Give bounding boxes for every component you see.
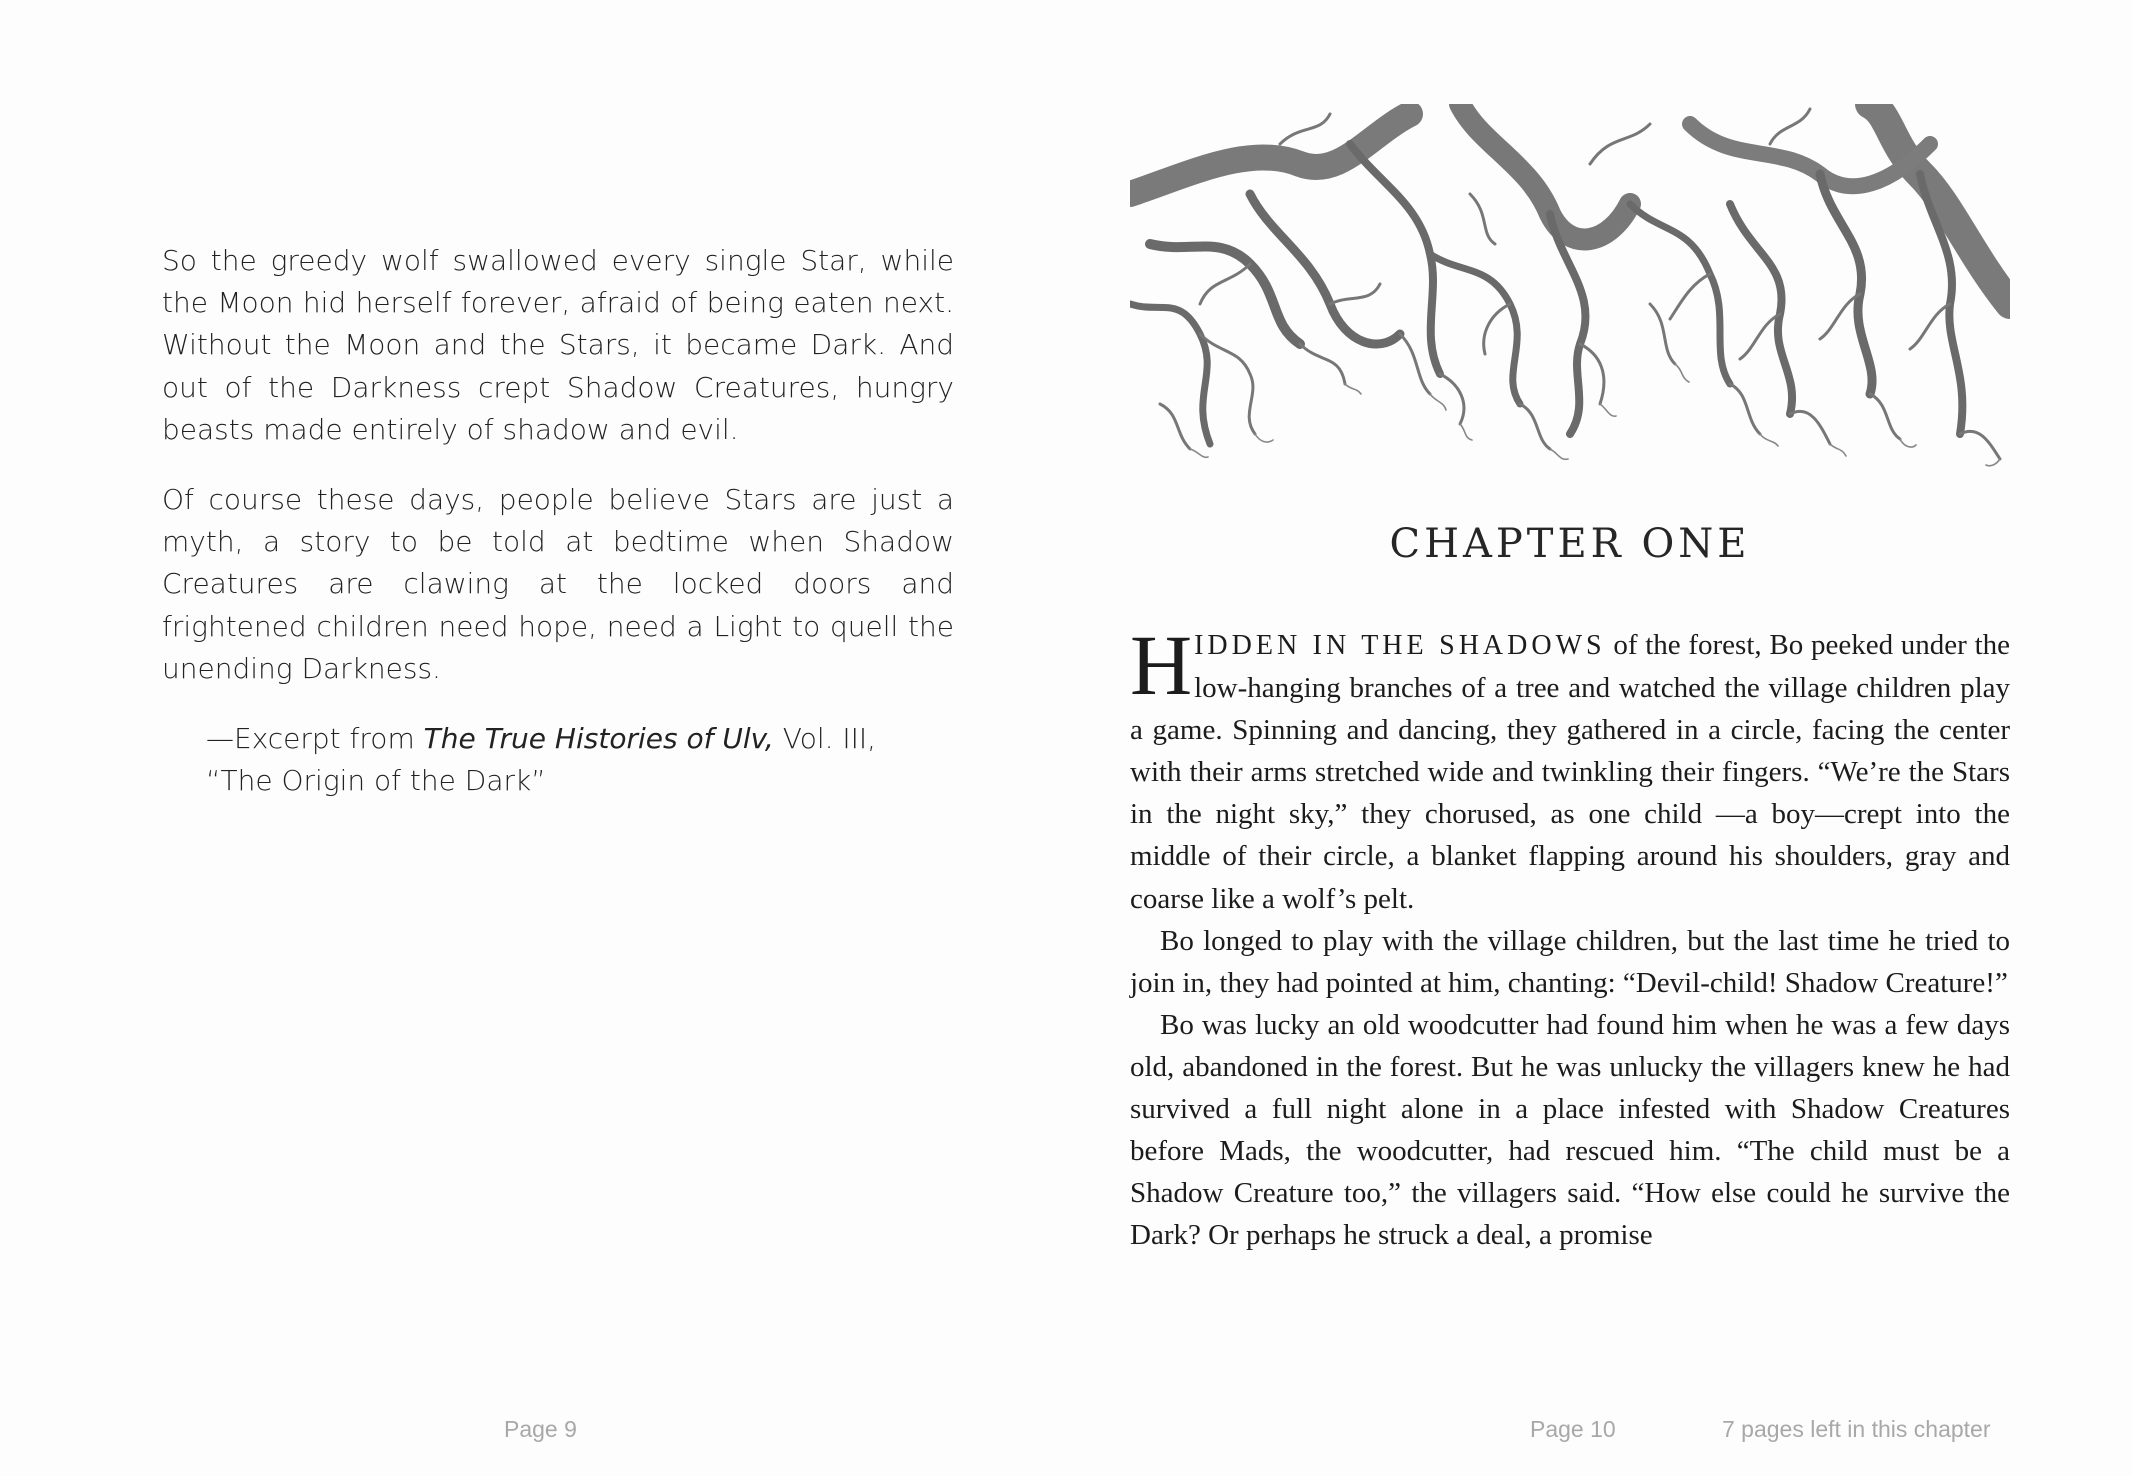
- right-page-number: Page 10: [1530, 1416, 1616, 1442]
- left-paragraph-2: Of course these days, people believe Stars are just a myth, a story to be told at bedtime when Shadow Creatures are clawing at the locked doors and frightened children need hope, need a Light to quell the unending Darkness.: [162, 483, 954, 685]
- opening-paragraph: [1130, 617, 2010, 920]
- chapter-title: CHAPTER ONE: [1389, 521, 1751, 567]
- drop-cap: H: [1130, 617, 1193, 713]
- body-paragraph-3: Bo was lucky an old woodcutter had found him when he was a few days old, abandoned in the forest. But he was unlucky the villagers knew he had survived a full night alone in a place infested with Shadow Creatures before Mads, the woodcutter, had rescued him. “The child must be a Shadow Creature too,” the villagers said. “How else could he survive the Dark? Or perhaps he struck a deal, a promise: [1130, 1008, 2010, 1252]
- chapter-body: [1130, 617, 2010, 1256]
- excerpt-attribution: [206, 718, 932, 802]
- excerpt-book-title: The True Histories of Ulv,: [423, 722, 774, 756]
- opening-paragraph-text: of the forest, Bo peeked under the low-hanging branches of a tree and watched the village children play a game. Spinning and dancing, they gathered in a circle, facing the center with their arms stretched wide and twinkling their fingers. “We’re the Stars in the night sky,” they chorused, as one child —a boy—crept into the middle of their circle, a blanket flapping around his shoulders, gray and coarse like a wolf’s pelt.: [1130, 629, 2010, 915]
- left-page-number: Page 9: [504, 1416, 577, 1442]
- pages-left-in-chapter: 7 pages left in this chapter: [1722, 1416, 1991, 1442]
- body-paragraph-2: Bo longed to play with the village children, but the last time he tried to join in, they had pointed at him, chanting: “Devil-child! Shadow Creature!”: [1130, 924, 2010, 999]
- right-page: [1130, 104, 2010, 1256]
- left-paragraph-1: So the greedy wolf swallowed every single Star, while the Moon hid herself forever, afraid of being eaten next. Without the Moon and the Stars, it became Dark. And out of the Darkness crept Shadow Creatures, hungry beasts made entirely of shadow and evil.: [162, 244, 954, 446]
- excerpt-prefix: —Excerpt from: [206, 722, 424, 756]
- opening-smallcaps: IDDEN IN THE SHADOWS: [1194, 630, 1606, 661]
- left-page: [162, 240, 954, 802]
- tree-branches-illustration: [1130, 104, 2010, 474]
- excerpt-suffix: Vol. III, “The Origin of the Dark”: [206, 722, 877, 798]
